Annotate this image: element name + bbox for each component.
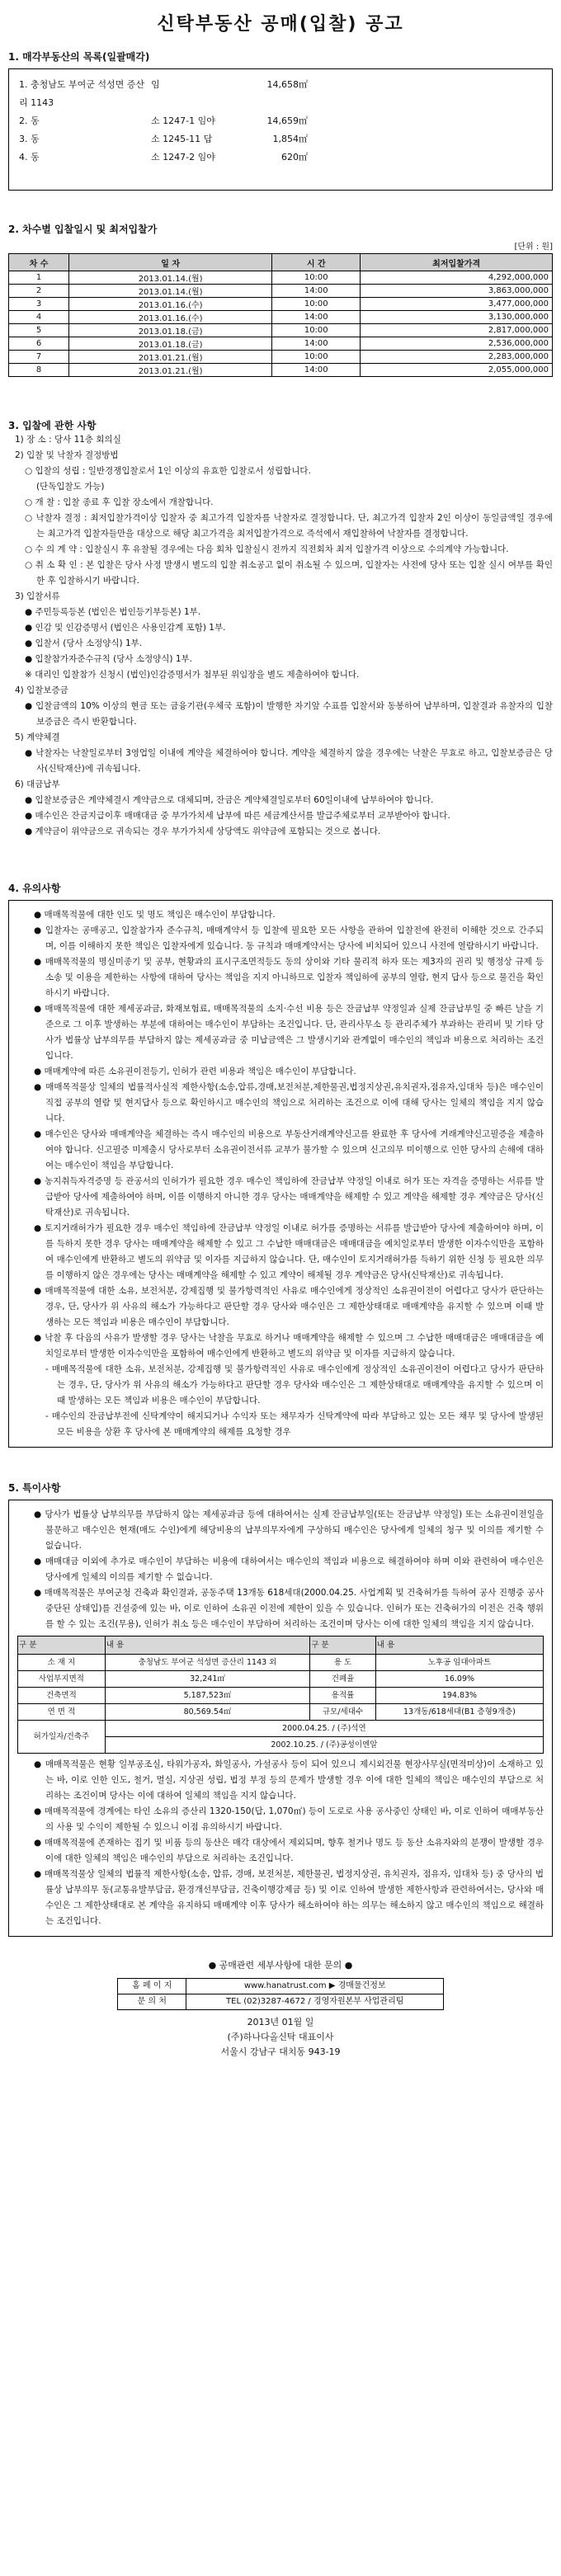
date-cell: 2013.01.21.(월)	[69, 364, 272, 377]
time-cell: 14:00	[272, 337, 361, 351]
caution-item: ● 매매목적물상 일체의 법률적사실적 제한사항(소송,압류,경매,보전처분,제한물권,법정지상권,유치권자,점유자,임대차 등)은 매수인이 직접 공부의 열람 및 현지답사 등으로 확인하시고 매수인의 책임으로 처리하는 조건으로 이에 대해 당사는 일체의 책임을 지지 않습니다.	[34, 1082, 544, 1123]
zoning-cell: 건축면적	[18, 1688, 106, 1704]
price-cell: 4,292,000,000	[361, 271, 553, 285]
round-cell: 4	[9, 311, 69, 324]
bidding-detail-line: ● 입찰보증금은 계약체결시 계약금으로 대체되며, 잔금은 계약체결일로부터 60일이내에 납부하여야 합니다.	[25, 795, 434, 805]
schedule-table	[8, 253, 553, 377]
round-cell: 8	[9, 364, 69, 377]
date-cell: 2013.01.14.(월)	[69, 285, 272, 298]
table-row	[9, 311, 553, 324]
bidding-detail-line: ○ 수 의 계 약 : 입찰실시 후 유찰될 경우에는 다음 회차 입찰실시 전까지 직전회차 최저 입찰가격 이상으로 수의계약 가능합니다.	[25, 544, 509, 554]
property-item	[19, 130, 542, 148]
price-cell: 2,283,000,000	[361, 351, 553, 364]
caution-item: ● 매매목적물에 대한 소유, 보전처분, 강제집행 및 불가항력적인 사유로 매수인에게 정상적인 소유권이전이 어렵다고 당사가 판단하는 경우, 단, 당사가 위 사유의 해소가 가능하다고 판단할 경우 당사와 매수인은 그 제한상태대로 매매계약을 유지할 수 있으며 이때 발생하는 모든 책임과 비용은 매수인이 부담합니다.	[34, 1286, 544, 1327]
property-kind: 소 1247-2 임야	[151, 152, 215, 162]
zoning-body	[18, 1655, 544, 1721]
caution-item: ● 매매목적물의 명실미종기 및 공부, 현황과의 표시구조면적등도 동의 상이와 기타 물리적 하자 또는 제3자의 권리 및 행정상 규제 등 소송 및 이용을 제한하는 사항에 대하여 당사는 책임을 지지 아니하므로 입찰자 책임하에 공부의 열람, 현지 답사 등으로 물건을 확인하시기 바랍니다.	[34, 957, 544, 998]
zoning-header-row	[18, 1636, 544, 1655]
section1-heading: 1. 매각부동산의 목록(일괄매각)	[8, 51, 150, 63]
bidding-detail-line: ● 입찰금액의 10% 이상의 현금 또는 금융기관(우체국 포함)이 발행한 자기앞 수표를 입찰서와 동봉하여 납부하며, 입찰결과 유찰자의 입찰보증금은 즉시 반환합니다.	[25, 701, 553, 727]
price-cell: 2,536,000,000	[361, 337, 553, 351]
company-address: 서울시 강남구 대치동 943-19	[220, 2046, 341, 2057]
caution-item: ● 매매목적물에 대한 인도 및 명도 책임은 매수인이 부담합니다.	[34, 910, 276, 920]
col-min-price: 최저입찰가격	[361, 254, 553, 271]
price-cell: 3,130,000,000	[361, 311, 553, 324]
permit-line: 2000.04.25. / (주)석연	[105, 1721, 543, 1737]
date-cell: 2013.01.21.(월)	[69, 351, 272, 364]
property-address: 4. 동	[19, 152, 40, 162]
caution-item: ● 낙찰 후 다음의 사유가 발생할 경우 당사는 낙찰을 무효로 하거나 매매계약을 해제할 수 있으며 그 수납한 매매대금은 매매대금을 예치일로부터 발생한 이자수익만을 포함하여 매수인에게 반환하고 별도의 위약금 및 이자를 지급하지 않습니다.	[34, 1333, 544, 1359]
contact-table	[117, 1978, 444, 2010]
table-row	[9, 337, 553, 351]
bidding-detail-line: ○ 취 소 확 인 : 본 입찰은 당사 사정 발생시 별도의 입찰 취소공고 없이 취소될 수 있으며, 입찰자는 사전에 당사 또는 입찰 실시 여부를 확인한 후 입찰하시기 바랍니다.	[25, 560, 553, 586]
time-cell: 14:00	[272, 364, 361, 377]
bidding-detail-line: 5) 계약체결	[15, 732, 60, 742]
date-cell: 2013.01.18.(금)	[69, 337, 272, 351]
table-row	[9, 364, 553, 377]
table-header-row	[9, 254, 553, 271]
special-note-item: ● 당사가 법률상 납부의무를 부담하지 않는 제세공과금 등에 대하여서는 실제 잔금납부일(또는 잔금납부 약정일) 또는 소유권이전일을 불문하고 매수인은 현재(매도 수인)에게 해당비용의 납부의무자에게 구상하되 매수인은 당사에게 일체의 청구 및 이의를 제기할 수 없습니다.	[34, 1509, 544, 1551]
bidding-detail-line: (단독입찰도 가능)	[36, 482, 105, 492]
zoning-cell: 5,187,523㎡	[105, 1688, 309, 1704]
property-kind: 소 1245-11 답	[151, 134, 213, 144]
property-address: 2. 동	[19, 115, 40, 126]
bidding-detail-line: ○ 입찰의 성립 : 일반경쟁입찰로서 1인 이상의 유효한 입찰로서 성립합니다.	[25, 466, 311, 476]
contact-label: 문 의 처	[118, 1994, 186, 2010]
date-cell: 2013.01.16.(수)	[69, 311, 272, 324]
zoning-row	[18, 1688, 544, 1704]
zoning-col: 내 용	[105, 1636, 309, 1655]
table-row	[9, 351, 553, 364]
special-note-item: ● 매매대금 이외에 추가로 매수인이 부담하는 비용에 대하여서는 매수인의 책임과 비용으로 해결하여야 하며 이와 관련하여 매수인은 당사에게 일체의 이의를 제기할 수 없습니다.	[34, 1556, 544, 1582]
round-cell: 1	[9, 271, 69, 285]
time-cell: 14:00	[272, 285, 361, 298]
zoning-cell: 194.83%	[375, 1688, 543, 1704]
time-cell: 10:00	[272, 324, 361, 337]
special-notes-top	[17, 1507, 544, 1632]
special-notes-bottom	[17, 1757, 544, 1929]
property-kind: 임	[151, 79, 160, 90]
col-round: 차 수	[9, 254, 69, 271]
zoning-row	[18, 1655, 544, 1671]
time-cell: 10:00	[272, 351, 361, 364]
round-cell: 6	[9, 337, 69, 351]
date-cell: 2013.01.18.(금)	[69, 324, 272, 337]
price-cell: 2,055,000,000	[361, 364, 553, 377]
schedule-body	[9, 271, 553, 377]
zoning-table	[17, 1636, 544, 1754]
section3-heading: 3. 입찰에 관한 사항	[8, 420, 97, 431]
bidding-detail-line: ● 매수인은 잔금지급이후 매매대금 중 부가가치세 납부에 따른 세금계산서를 발급주체로부터 교부받아야 합니다.	[25, 811, 450, 821]
time-cell: 14:00	[272, 311, 361, 324]
round-cell: 5	[9, 324, 69, 337]
bidding-detail-line: 2) 입찰 및 낙찰자 결정방법	[15, 450, 119, 460]
special-note-item: ● 매매목적물은 부여군청 건축과 확인결과, 공동주택 13개동 618세대(2000.04.25. 사업계획 및 건축허가를 득하여 공사 진행중 공사중단된 상태입)를 건설중에 있는 바, 이로 인하여 소유권 이전에 제한이 있을 수 있습니다. 인허가 또는 건축허가의 이전은 건축 행위를 할 수 있는 조건(무용), 인허가 취소 등은 매수인이 부담하여 처리하는 조건이며 당사는 이에 대한 일체의 책임을 지지 않습니다.	[34, 1588, 544, 1629]
property-list-box	[8, 68, 553, 191]
section2-heading: 2. 차수별 입찰일시 및 최저입찰가	[8, 224, 158, 235]
bidding-detail-line: ● 계약금이 위약금으로 귀속되는 경우 부가가치세 상당액도 위약금에 포함되는 것으로 봅니다.	[25, 826, 381, 836]
section4-heading: 4. 유의사항	[8, 883, 61, 894]
zoning-cell: 규모/세대수	[310, 1704, 376, 1721]
date-cell: 2013.01.14.(월)	[69, 271, 272, 285]
caution-item: - 매매목적물에 대한 소유, 보전처분, 강제집행 및 불가항력적인 사유로 매수인에게 정상적인 소유권이전이 어렵다고 당사가 판단하는 경우, 단, 당사가 위 사유의 해소가 가능하다고 판단할 경우 당사와 매수인은 그 제한상태대로 매매계약을 유지할 수 있으며 이때 발생하는 모든 책임과 비용은 매수인이 부담합니다.	[45, 1364, 544, 1406]
zoning-cell: 32,241㎡	[105, 1671, 309, 1688]
zoning-cell: 사업부지면적	[18, 1671, 106, 1688]
zoning-cell: 충청남도 부여군 석성면 증산리 1143 외	[105, 1655, 309, 1671]
zoning-row	[18, 1671, 544, 1688]
round-cell: 7	[9, 351, 69, 364]
zoning-col: 구 분	[18, 1636, 106, 1655]
unit-label: [단위 : 원]	[514, 243, 553, 252]
zoning-cell: 80,569.54㎡	[105, 1704, 309, 1721]
bidding-detail-line: 4) 입찰보증금	[15, 685, 68, 695]
zoning-cell: 용적률	[310, 1688, 376, 1704]
price-cell: 3,863,000,000	[361, 285, 553, 298]
zoning-cell: 소 재 지	[18, 1655, 106, 1671]
bidding-detail-line: ● 입찰참가자준수규칙 (당사 소정양식) 1부.	[25, 654, 193, 664]
caution-item: ● 입찰자는 공매공고, 입찰참가자 준수규칙, 매매계약서 등 입찰에 필요한 모든 사항을 관하여 입찰전에 완전히 이해한 것으로 간주되며, 이를 이해하지 못한 책임은 입찰자에게 있습니다. 동 규칙과 매매계약서는 당사에 비치되어 있으니 사전에 열람하시기 바랍니다.	[34, 925, 544, 951]
permit-line: 2002.10.25. / (주)공성이엔알	[105, 1737, 543, 1754]
zoning-col: 구 분	[310, 1636, 376, 1655]
permit-row	[18, 1721, 544, 1737]
property-address: 1. 충청남도 부여군 석성면 증산리 1143	[19, 79, 144, 108]
company-name: (주)하나다올신탁 대표이사	[227, 2032, 334, 2042]
bidding-detail-line: ※ 대리인 입찰참가 신청시 (법인)인감증명서가 첨부된 위임장을 별도 제출하여야 합니다.	[25, 670, 360, 680]
caution-item: ● 매수인은 당사와 매매계약을 체결하는 즉시 매수인의 비용으로 부동산거래계약신고를 완료한 후 당사에 거래계약신고필증을 제출하여야 합니다. 신고필증 미제출시 당사로부터 소유권이전서류 교부가 불가할 수 있으며 신고의무 미이행으로 인한 당사의 손해에 대하여는 매수인이 책임을 부담합니다.	[34, 1129, 544, 1170]
homepage-link[interactable]: www.hanatrust.com ▶ 경매물건정보	[186, 1979, 444, 1994]
bidding-detail-line: ○ 개 찰 : 입찰 종료 후 입찰 장소에서 개찰합니다.	[25, 497, 214, 507]
property-kind: 소 1247-1 임야	[151, 115, 215, 126]
property-item	[19, 76, 542, 112]
zoning-cell: 노후공 임대아파트	[375, 1655, 543, 1671]
table-row	[9, 285, 553, 298]
zoning-col: 내 용	[375, 1636, 543, 1655]
table-row	[9, 271, 553, 285]
special-note-item: ● 매매목적물에 경계에는 타인 소유의 증산리 1320-150(답, 1,070㎡) 등이 도로로 사용 공사중인 상태인 바, 이로 인하여 매매부동산의 사용 및 수익이 제한될 수 있으니 이점 유의하시기 바랍니다.	[34, 1806, 544, 1832]
round-cell: 3	[9, 298, 69, 311]
contact-label: 홈 페 이 지	[118, 1979, 186, 1994]
property-area: 620㎡	[281, 152, 308, 162]
zoning-cell: 건폐율	[310, 1671, 376, 1688]
caution-item: - 매수인의 잔금납부전에 신탁계약이 해지되거나 수익자 또는 채무자가 신탁계약에 따라 부담하고 있는 모든 채무 및 당사에 발생된 모든 비용을 상환 후 당사에 본 매매계약의 해제를 요청할 경우	[45, 1411, 544, 1437]
caution-item: ● 농지취득자격증명 등 관공서의 인허가가 필요한 경우 매수인 책임하에 잔금납부 약정일 이내로 허가 또는 자격을 증명하는 서류를 발급받아 당사에 제출하여야 하며, 이를 이행하지 아니한 경우 당사는 매매계약을 해제할 수 있고 계약을 해제할 경우 계약금은 당사(신탁재산)로 귀속됩니다.	[34, 1176, 544, 1217]
caution-item: ● 매매계약에 따른 소유권이전등기, 인허가 관련 비용과 책임은 매수인이 부담합니다.	[34, 1067, 356, 1076]
contact-row	[118, 1994, 444, 2010]
price-cell: 3,477,000,000	[361, 298, 553, 311]
col-time: 시 간	[272, 254, 361, 271]
table-row	[9, 324, 553, 337]
property-area: 14,659㎡	[266, 115, 308, 126]
date-cell: 2013.01.16.(수)	[69, 298, 272, 311]
special-note-item: ● 매매목적물은 현황 일부공조실, 타워가공자, 화일공사, 가설공사 등이 되어 있으니 제시외건물 현장사무실(면적미상)이 소재하고 있는 바, 이로 인한 인도, 철거, 멸실, 지상권 성립, 법정 부정 등의 문제가 발생할 경우 이에 대한 일체의 책임은 매수인의 부담으로 처리하는 조건이며 당사는 이에 대하여 일체의 책임을 지지 않습니다.	[34, 1759, 544, 1801]
contact-phone: TEL (02)3287-4672 / 경영자원본부 사업관리팀	[186, 1994, 444, 2010]
time-cell: 10:00	[272, 298, 361, 311]
zoning-row	[18, 1704, 544, 1721]
bidding-detail-line: ● 낙찰자는 낙찰일로부터 3영업일 이내에 계약을 체결하여야 합니다. 계약을 체결하지 않을 경우에는 낙찰은 무효로 하고, 입찰보증금은 당사(신탁재산)에 귀속됩니다.	[25, 748, 553, 774]
bidding-detail-line: 1) 장 소 : 당사 11층 회의실	[15, 435, 121, 445]
contact-row	[118, 1979, 444, 1994]
caution-item: ● 토지거래허가가 필요한 경우 매수인 책임하에 잔금납부 약정일 이내로 허가를 증명하는 서류를 발급받아 당사에 제출하여야 하며, 이를 득하지 못한 경우 당사는 매매계약을 해제할 수 있고 그 수납한 매매대금은 매매대금을 예치일로부터 발생한 이자수익만을 포함하여 매수인에게 반환하고 별도의 위약금 및 이자를 지급하지 않습니다. 단, 매수인이 토지거래허가를 득하기 위한 신청 등 필요한 의무를 이행하지 않은 경우에는 당사는 매매계약을 해제할 수 있고 계약이 해제될 경우 계약금은 당사(신탁재산)로 귀속됩니다.	[34, 1223, 544, 1280]
page-title: 신탁부동산 공매(입찰) 공고	[157, 14, 404, 35]
permit-label: 허가일자/건축주	[18, 1721, 106, 1754]
property-area: 14,658㎡	[266, 79, 308, 90]
footer	[8, 1958, 553, 2060]
special-notes-box	[8, 1500, 553, 1937]
property-item	[19, 112, 542, 130]
cautions-box	[8, 900, 553, 1448]
zoning-cell: 용 도	[310, 1655, 376, 1671]
round-cell: 2	[9, 285, 69, 298]
property-area: 1,854㎡	[272, 134, 308, 144]
zoning-cell: 연 면 적	[18, 1704, 106, 1721]
col-date: 일 자	[69, 254, 272, 271]
bidding-detail-line: ○ 낙찰자 결정 : 최저입찰가격이상 입찰자 중 최고가격 입찰자를 낙찰자로 결정합니다. 단, 최고가격 입찰자 2인 이상이 동일금액일 경우에는 최고가격 입찰자들만을 대상으로 해당 최고가격을 최저입찰가격으로 즉석에서 재입찰하여 낙찰자를 결정합니다.	[25, 513, 553, 539]
price-cell: 2,817,000,000	[361, 324, 553, 337]
special-note-item: ● 매매목적물에 존재하는 집기 및 비품 등의 동산은 매각 대상에서 제외되며, 향후 철거나 명도 등 동산 소유자와의 분쟁이 발생할 경우 이에 대한 일체의 책임은 매수인의 부담으로 처리하는 조건입니다.	[34, 1838, 544, 1863]
zoning-cell: 16.09%	[375, 1671, 543, 1688]
bidding-detail-line: 6) 대금납부	[15, 779, 60, 789]
notice-date: 2013년 01월 일	[247, 2017, 314, 2027]
section5-heading: 5. 특이사항	[8, 1482, 61, 1494]
bidding-detail-line: ● 입찰서 (당사 소정양식) 1부.	[25, 638, 143, 648]
caution-item: ● 매매목적물에 대한 제세공과금, 화재보험료, 매매목적물의 소지·수선 비용 등은 잔금납부 약정일과 실제 잔금납부일 중 빠른 날을 기준으로 그 이후 발생하는 부분에 대하여는 매수인이 부담하는 조건입니다. 단, 관리사무소 등 관리주체가 부과하는 관리비 및 기타 당사가 법률상 납부의무를 부담하지 않는 제세공과금 중 미납금액은 그 발생시기와 관계없이 매수인의 책임과 비용으로 처리하는 조건입니다.	[34, 1004, 544, 1061]
time-cell: 10:00	[272, 271, 361, 285]
inquiry-note: ● 공매관련 세부사항에 대한 문의 ●	[208, 1960, 353, 1971]
special-note-item: ● 매매목적물상 일체의 법률적 제한사항(소송, 압류, 경매, 보전처분, 제한물권, 법정지상권, 유치권자, 점유자, 임대차 등) 중 당사의 법률상 납부의무 동(교통유발부담금, 환경개선부담금, 건축이행강제금 등) 및 이로 인하여 발생한 제한사항과 관련하여서는, 당사와 매수인은 그 제한상태대로 본 계약을 유지하되 매매계약 이후 당사가 해소하여야 하는 의무는 해소하지 않고 매수인의 책임으로 해결하는 조건입니다.	[34, 1869, 544, 1926]
bidding-detail-line: ● 주민등록등본 (법인은 법인등기부등본) 1부.	[25, 607, 201, 617]
table-row	[9, 298, 553, 311]
bidding-detail-line: ● 인감 및 인감증명서 (법인은 사용인감계 포함) 1부.	[25, 623, 226, 633]
bidding-details	[8, 432, 553, 840]
property-item	[19, 148, 542, 167]
bidding-detail-line: 3) 입찰서류	[15, 591, 60, 601]
zoning-cell: 13개동/618세대(B1 층형9개층)	[375, 1704, 543, 1721]
property-address: 3. 동	[19, 134, 40, 144]
